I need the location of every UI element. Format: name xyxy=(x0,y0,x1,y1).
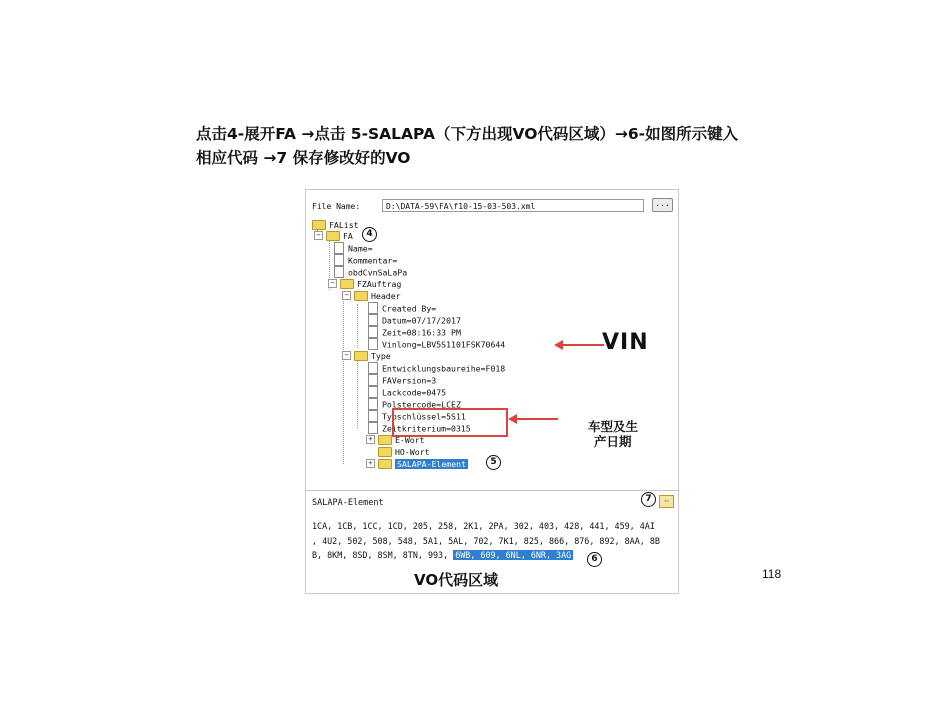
expand-icon[interactable]: + xyxy=(366,435,375,444)
editor-screenshot xyxy=(305,189,679,594)
tree-node-salapa-element[interactable]: + SALAPA-Element xyxy=(366,459,468,470)
document-icon xyxy=(368,338,378,350)
vo-codes-selected: 6WB, 609, 6NL, 6NR, 3AG xyxy=(455,550,572,560)
type-date-annotation-line-2: 产日期 xyxy=(594,434,632,449)
step-marker-5: 5 xyxy=(486,455,501,470)
folder-icon xyxy=(354,351,368,361)
tree-node-kommentar[interactable]: Kommentar= xyxy=(334,255,397,266)
folder-icon xyxy=(378,459,392,469)
instruction-line-2: 相应代码 →7 保存修改好的VO xyxy=(196,149,411,167)
document-icon xyxy=(334,242,344,254)
folder-icon xyxy=(378,435,392,445)
collapse-icon[interactable]: − xyxy=(342,351,351,360)
tree-node-header[interactable]: − Header xyxy=(342,291,401,302)
collapse-icon[interactable]: − xyxy=(314,231,323,240)
tree-node-falist[interactable]: FAList xyxy=(312,220,359,231)
tree-node-ho-wort[interactable]: HO-Wort xyxy=(378,447,430,458)
document-icon xyxy=(334,254,344,266)
document-icon xyxy=(368,362,378,374)
tree-node-type[interactable]: − Type xyxy=(342,351,391,362)
type-date-arrow xyxy=(516,418,558,420)
folder-icon xyxy=(312,220,326,230)
document-icon xyxy=(368,386,378,398)
tree-node-name[interactable]: Name= xyxy=(334,243,373,254)
step-marker-6: 6 xyxy=(587,552,602,567)
document-icon xyxy=(368,374,378,386)
browse-button[interactable]: ... xyxy=(652,198,673,212)
document-icon xyxy=(368,422,378,434)
document-icon xyxy=(368,398,378,410)
panel-title: SALAPA-Element xyxy=(312,498,384,508)
folder-icon xyxy=(326,231,340,241)
xml-tree xyxy=(306,220,678,488)
tree-node-typschluessel[interactable]: Typschlüssel=5S11 xyxy=(368,411,466,422)
folder-icon xyxy=(378,447,392,457)
vin-annotation: VIN xyxy=(602,330,649,355)
tree-node-faversion[interactable]: FAVersion=3 xyxy=(368,375,436,386)
collapse-icon[interactable]: − xyxy=(328,279,337,288)
step-marker-4: 4 xyxy=(362,227,377,242)
folder-icon xyxy=(340,279,354,289)
document-icon xyxy=(368,314,378,326)
step-marker-7: 7 xyxy=(641,492,656,507)
expand-icon[interactable]: + xyxy=(366,459,375,468)
tree-node-datum[interactable]: Datum=07/17/2017 xyxy=(368,315,461,326)
tree-node-e-wort[interactable]: + E-Wort xyxy=(366,435,425,446)
vin-arrow xyxy=(562,344,604,346)
tree-node-zeitkriterium[interactable]: Zeitkriterium=0315 xyxy=(368,423,471,434)
file-name-label: File Name: xyxy=(312,202,361,211)
save-arrow-icon[interactable]: ⇦ xyxy=(659,495,674,508)
file-name-input[interactable]: D:\DATA-59\FA\f10-15-03-503.xml xyxy=(382,199,644,212)
tree-node-fzauftrag[interactable]: − FZAuftrag xyxy=(328,279,401,290)
vo-area-annotation: VO代码区域 xyxy=(414,571,499,589)
tree-node-created-by[interactable]: Created By= xyxy=(368,303,436,314)
tree-node-zeit[interactable]: Zeit=08:16:33 PM xyxy=(368,327,461,338)
salapa-element-panel xyxy=(306,490,678,594)
tree-node-entwicklungsbaureihe[interactable]: Entwicklungsbaureihe=F018 xyxy=(368,363,505,374)
tree-node-polstercode[interactable]: Polstercode=LCEZ xyxy=(368,399,461,410)
document-icon xyxy=(334,266,344,278)
vo-codes-plain: 1CA, 1CB, 1CC, 1CD, 205, 258, 2K1, 2PA, 302, 403, 428, 441, 459, 4AI , 4U2, 502, 508, 548, 5A1, 5AL, 702, 7K1, 825, 866, 876, 892, 8AA, 8B B, 8KM, 8SD, 8SM, 8TN, 993, xyxy=(312,521,660,560)
collapse-icon[interactable]: − xyxy=(342,291,351,300)
tree-node-vinlong[interactable]: Vinlong=LBV5S1101FSK70644 xyxy=(368,339,505,350)
document-icon xyxy=(368,410,378,422)
instruction-line-1: 点击4-展开FA →点击 5-SALAPA（下方出现VO代码区域）→6-如图所示键入 xyxy=(196,125,739,143)
document-icon xyxy=(368,302,378,314)
page-number: 118 xyxy=(762,567,782,581)
type-date-annotation-line-1: 车型及生 xyxy=(588,419,639,434)
highlight-type-date-box xyxy=(392,408,508,437)
tree-node-lackcode[interactable]: Lackcode=0475 xyxy=(368,387,446,398)
tree-node-fa[interactable]: − FA xyxy=(314,231,353,242)
instruction-text xyxy=(196,122,816,170)
vo-code-textarea[interactable] xyxy=(312,519,672,563)
document-icon xyxy=(368,326,378,338)
tree-node-obd[interactable]: obdCvnSaLaPa xyxy=(334,267,407,278)
folder-icon xyxy=(354,291,368,301)
